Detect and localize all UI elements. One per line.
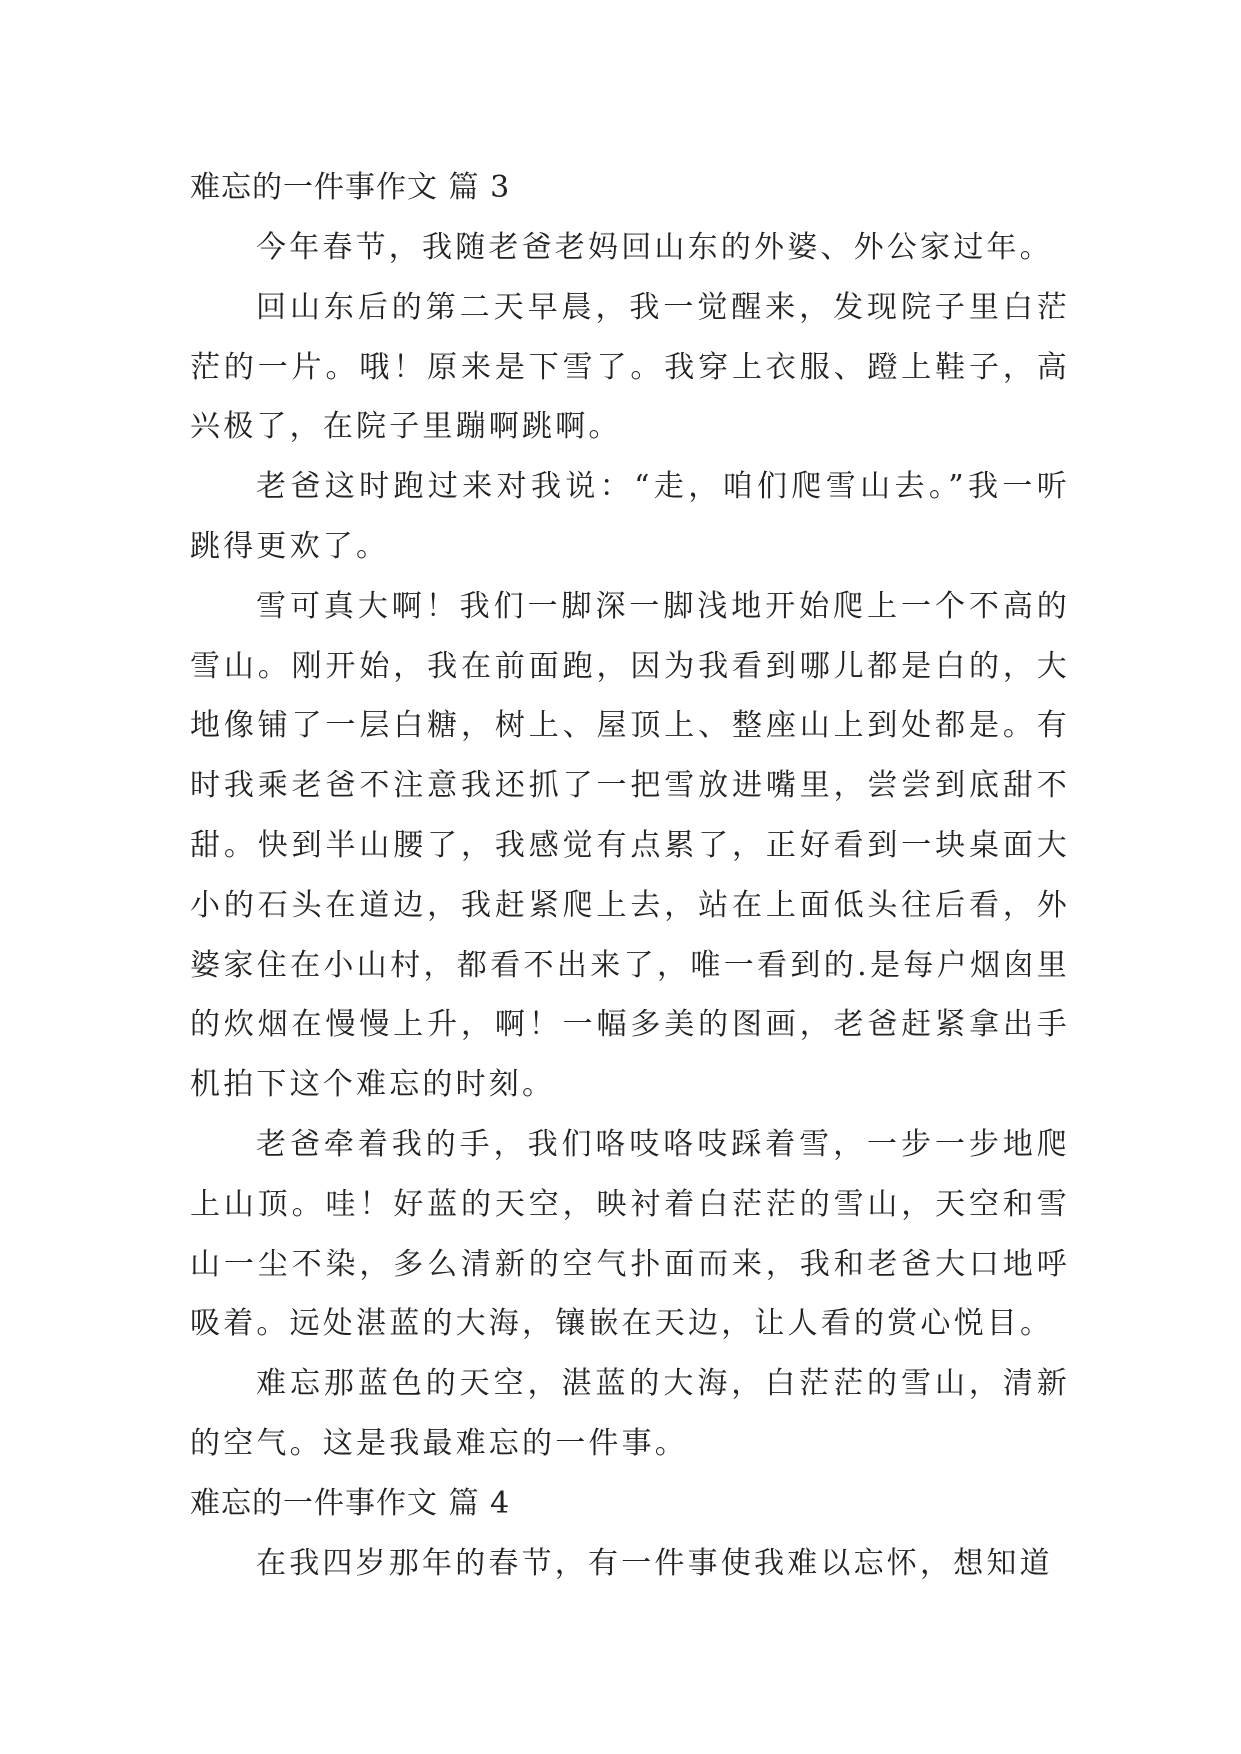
paragraph: 今年春节，我随老爸老妈回山东的外婆、外公家过年。 bbox=[256, 230, 1053, 265]
paragraph: 雪可真大啊！我们一脚深一脚浅地开始爬上一个不高的雪山。刚开始，我在前面跑，因为我看到哪儿都是白的，大地像铺了一层白糖，树上、屋顶上、整座山上到处都是。有时我乘老爸不注意我还抓了一把雪放进嘴里，尝尝到底甜不甜。快到半山腰了，我感觉有点累了，正好看到一块桌面大小的石头在道边，我赶紧爬上去，站在上面低头往后看，外婆家住在小山村，都看不出来了，唯一看到的.是每户烟囱里的炊烟在慢慢上升，啊！一幅多美的图画，老爸赶紧拿出手机拍下这个难忘的时刻。 bbox=[190, 588, 1070, 1103]
section-heading: 难忘的一件事作文 篇 3 bbox=[190, 170, 511, 205]
paragraph: 难忘那蓝色的天空，湛蓝的大海，白茫茫的雪山，清新的空气。这是我最难忘的一件事。 bbox=[190, 1366, 1070, 1461]
paragraph: 老爸牵着我的手，我们咯吱咯吱踩着雪，一步一步地爬上山顶。哇！好蓝的天空，映衬着白茫茫的雪山，天空和雪山一尘不染，多么清新的空气扑面而来，我和老爸大口地呼吸着。远处湛蓝的大海，镶嵌在天边，让人看的赏心悦目。 bbox=[190, 1126, 1070, 1342]
document-body bbox=[190, 158, 1070, 1594]
section-heading: 难忘的一件事作文 篇 4 bbox=[190, 1485, 511, 1521]
paragraph: 回山东后的第二天早晨，我一觉醒来，发现院子里白茫茫的一片。哦！原来是下雪了。我穿上衣服、蹬上鞋子，高兴极了，在院子里蹦啊跳啊。 bbox=[190, 289, 1070, 445]
paragraph: 老爸这时跑过来对我说：“走，咱们爬雪山去。”我一听跳得更欢了。 bbox=[190, 469, 1070, 564]
paragraph: 在我四岁那年的春节，有一件事使我难以忘怀，想知道 bbox=[256, 1545, 1053, 1581]
